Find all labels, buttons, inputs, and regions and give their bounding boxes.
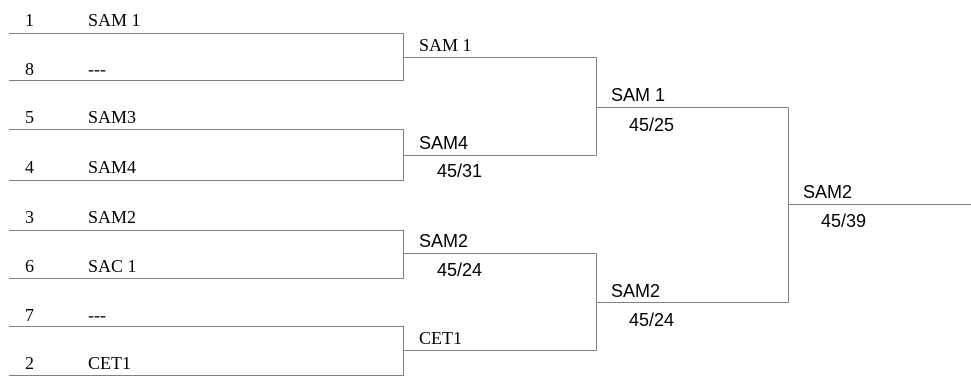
quarterfinal-winner: SAM4 <box>419 133 469 153</box>
quarterfinal-winner: SAM 1 <box>419 35 472 55</box>
seed-number: 3 <box>25 207 34 227</box>
bracket-connector <box>9 130 404 181</box>
quarterfinal-winner: SAM2 <box>419 231 469 251</box>
semifinal-score: 45/25 <box>629 115 675 135</box>
team-name: CET1 <box>88 353 131 373</box>
seed-number: 7 <box>25 305 34 325</box>
seed-number: 4 <box>25 157 34 177</box>
bracket-connector <box>9 327 404 376</box>
seed-number: 1 <box>25 10 34 30</box>
seed-number: 2 <box>25 353 34 373</box>
final-score: 45/39 <box>821 211 867 231</box>
seed-number: 8 <box>25 59 34 79</box>
quarterfinal-winner: CET1 <box>419 328 462 348</box>
seed-number: 5 <box>25 107 34 127</box>
semifinal-winner: SAM2 <box>611 281 661 301</box>
bracket-connector <box>9 231 404 279</box>
champion-name: SAM2 <box>803 182 853 202</box>
team-name: SAM4 <box>88 157 137 177</box>
semifinal-winner: SAM 1 <box>611 85 666 105</box>
team-name: SAC 1 <box>88 256 137 276</box>
team-name: --- <box>88 305 106 325</box>
team-name: SAM2 <box>88 207 137 227</box>
team-name: --- <box>88 59 106 79</box>
bracket-connector <box>9 34 404 81</box>
quarterfinal-score: 45/24 <box>437 260 483 280</box>
semifinal-score: 45/24 <box>629 310 675 330</box>
seed-number: 6 <box>25 256 34 276</box>
quarterfinal-score: 45/31 <box>437 161 483 181</box>
team-name: SAM3 <box>88 107 137 127</box>
team-name: SAM 1 <box>88 10 141 30</box>
